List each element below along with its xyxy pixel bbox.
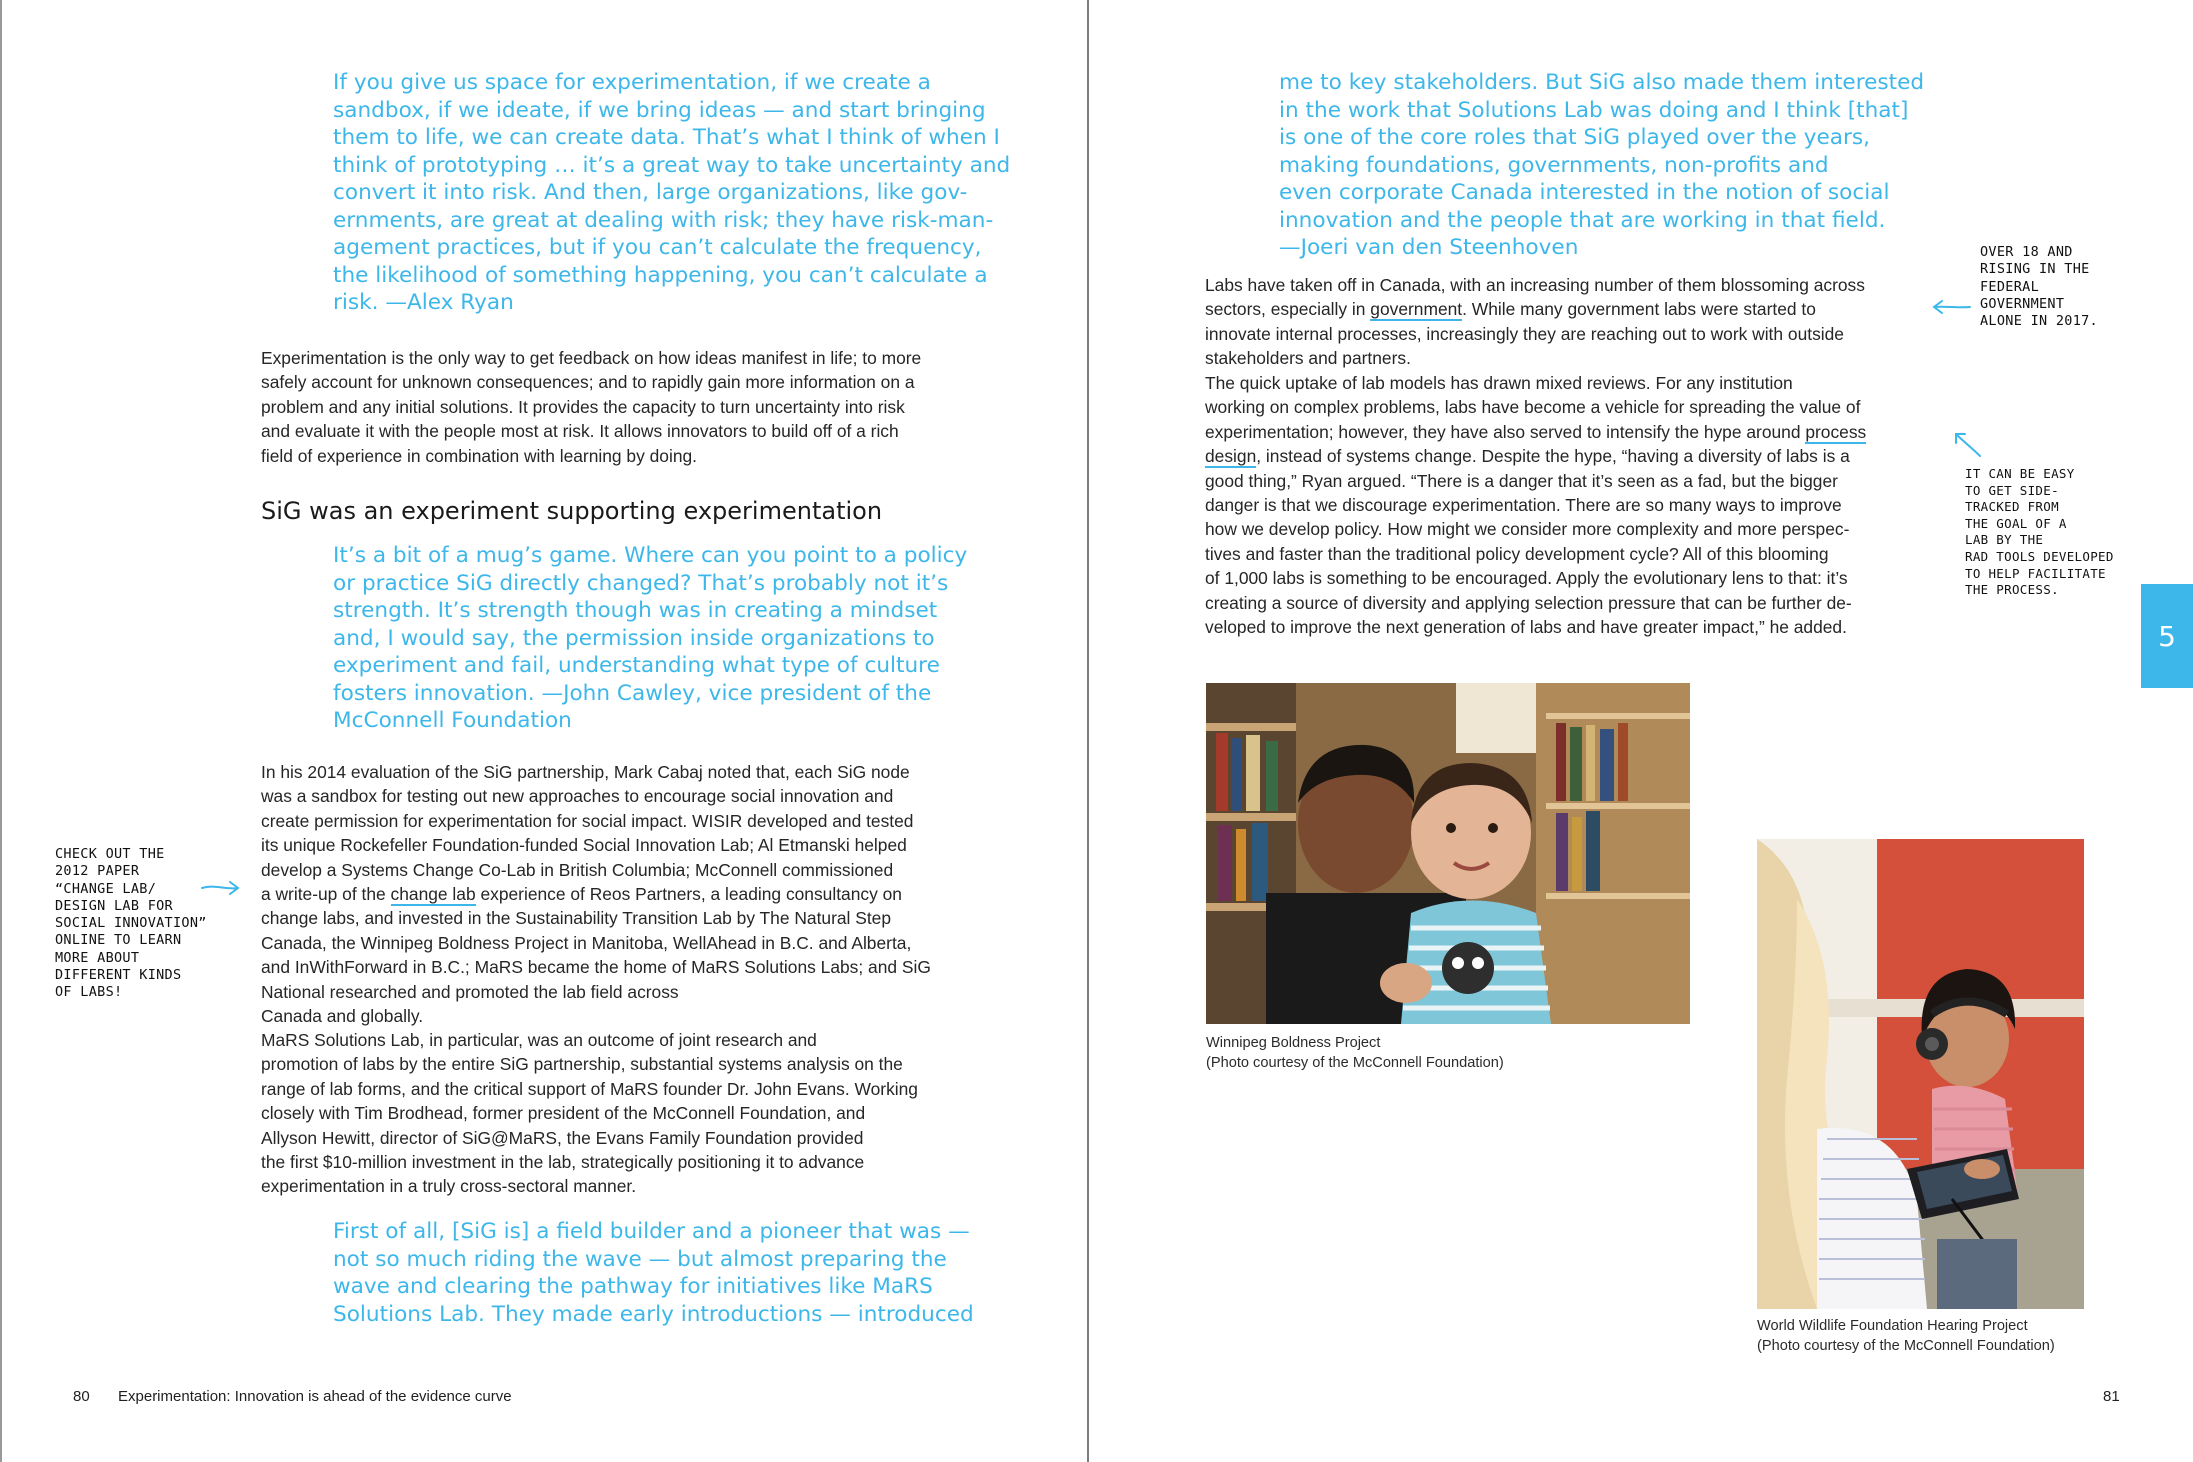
caption-winnipeg: Winnipeg Boldness Project (Photo courtesy of the McConnell Foundation) xyxy=(1206,1035,1504,1071)
paragraph-sig-part-b: experience of Reos Partners, a leading consultancy on change labs, and invested in the Sustainability Transition Lab by The Natural Step Canada, the Winnipeg Boldness Project in Manitoba, WellAhead in B.C. and Alberta, and InWithForward in B.C.; MaRS became the home of MaRS Solutions Labs; and SiG National researched and promoted the lab field across Canada and globally. xyxy=(261,884,931,1027)
photo-winnipeg-boldness xyxy=(1206,683,1690,1024)
government-highlight: government xyxy=(1370,299,1463,320)
running-title: Experimentation: Innovation is ahead of the evidence curve xyxy=(118,1388,512,1405)
page-number-right: 81 xyxy=(2103,1388,2120,1405)
handwritten-note-rad-tools: IT CAN BE EASY TO GET SIDE- TRACKED FROM THE GOAL OF A LAB BY THE RAD TOOLS DEVELOPED TO HELP FACILITATE THE PROCESS. xyxy=(1965,466,2114,598)
section-heading: SiG was an experiment supporting experimentation xyxy=(261,497,883,525)
photo-wwf-hearing xyxy=(1757,839,2084,1309)
winnipeg-photo-image xyxy=(1206,683,1690,1024)
left-page xyxy=(0,0,1088,1462)
pull-quote-joeri: me to key stakeholders. But SiG also made them interested in the work that Solutions Lab was doing and I think [that] is one of the core roles that SiG played over the years, making foundations, governments, non-profits and even corporate Canada interested in the notion of social innovation and the people that are working in that field. —Joeri van den Steenhoven xyxy=(1279,70,1925,260)
handwritten-note-federal: OVER 18 AND RISING IN THE FEDERAL GOVERNMENT ALONE IN 2017. xyxy=(1980,244,2098,330)
paragraph-experimentation: Experimentation is the only way to get feedback on how ideas manifest in life; to more safely account for unknown consequences; and to rapidly gain more information on a problem and any initial solutions. It provides the capacity to turn uncertainty into risk and evaluate it with the people most at risk. It allows innovators to build off of a rich field of experience in combination with learning by doing. xyxy=(261,348,922,466)
paragraph-mars-solutions-lab: MaRS Solutions Lab, in particular, was an outcome of joint research and promotion of labs by the entire SiG partnership, substantial systems analysis on the range of lab forms, and the critical support of MaRS founder Dr. John Evans. Working closely with Tim Brodhead, former president of the McConnell Foundation, and Allyson Hewitt, director of SiG@MaRS, the Evans Family Foundation provided the first $10-million investment in the lab, strategically positioning it to advance experimentation in a truly cross-sectoral manner. xyxy=(261,1030,918,1197)
wwf-photo-image xyxy=(1757,839,2084,1309)
paragraph-lab-uptake xyxy=(1205,371,1945,639)
chapter-tab: 5 xyxy=(2141,584,2193,688)
paragraph-labs-part-a: Labs have taken off in Canada, with an increasing number of them blossoming across sectors, especially in xyxy=(1205,275,1865,320)
design-highlight: design xyxy=(1205,446,1257,467)
arrow-up-left-icon xyxy=(1950,428,1984,460)
paragraph-uptake-part-b: , instead of systems change. Despite the hype, “having a diversity of labs is a good thing,” Ryan argued. “There is a danger that it’s seen as a fad, but the bigger danger is that we discourage experimentation. There are so many ways to improve how we develop policy. How might we consider more complexity and more perspec- tives and faster than the traditional policy development cycle? All of this blooming of 1,000 labs is something to be encouraged. Apply the evolutionary lens to that: it’s creating a source of diversity and applying selection pressure that can be further de- veloped to improve the next generation of labs and have greater impact,” he added. xyxy=(1205,446,1852,638)
paragraph-uptake-part-a: The quick uptake of lab models has drawn mixed reviews. For any institution working on complex problems, labs have become a vehicle for spreading the value of experimentation; however, they have also served to intensify the hype around xyxy=(1205,373,1861,442)
change-lab-highlight: change lab xyxy=(390,884,476,905)
pull-quote-intro: First of all, [SiG is] a field builder and a pioneer that was — not so much riding the wave — but almost preparing the wave and clearing the pathway for initiatives like MaRS Solutions Lab. They made early introductions — introduced xyxy=(333,1219,974,1327)
handwritten-note-change-lab: CHECK OUT THE 2012 PAPER “CHANGE LAB/ DESIGN LAB FOR SOCIAL INNOVATION” ONLINE TO LEARN MORE ABOUT DIFFERENT KINDS OF LABS! xyxy=(55,846,207,1001)
paragraph-labs-canada xyxy=(1205,273,1945,371)
process-highlight: process xyxy=(1805,421,1867,442)
pull-quote-alex-ryan: If you give us space for experimentation, if we create a sandbox, if we ideate, if we bring ideas — and start bringing them to life, we can create data. That’s what I think of when I think of prototyping … it’s a great way to take uncertainty and convert it into risk. And then, large organizations, like gov- ernments, are great at dealing with risk; they have risk-man- agement practices, but if you can’t calculate the frequency, the likelihood of something happening, you can’t calculate a risk. —Alex Ryan xyxy=(333,70,1011,315)
arrow-right-icon xyxy=(200,878,242,898)
caption-wwf: World Wildlife Foundation Hearing Project (Photo courtesy of the McConnell Foundation) xyxy=(1757,1318,2055,1354)
right-page xyxy=(1090,0,2193,1462)
paragraph-sig-partnership xyxy=(261,760,1001,1028)
page-number-left: 80 xyxy=(73,1388,90,1405)
arrow-left-icon xyxy=(1928,296,1972,318)
pull-quote-john-cawley: It’s a bit of a mug’s game. Where can you point to a policy or practice SiG directly changed? That’s probably not it’s strength. It’s strength though was in creating a mindset and, I would say, the permission inside organizations to experiment and fail, understanding what type of culture fosters innovation. —John Cawley, vice president of the McConnell Foundation xyxy=(333,543,968,733)
paragraph-labs-part-b: . While many government labs were started to innovate internal processes, increasingly they are reaching out to work with outside stakeholders and partners. xyxy=(1205,299,1844,369)
paragraph-sig-part-a: In his 2014 evaluation of the SiG partnership, Mark Cabaj noted that, each SiG node was a sandbox for testing out new approaches to encourage social innovation and create permission for experimentation for social impact. WISIR developed and tested its unique Rockefeller Foundation-funded Social Innovation Lab; Al Etmanski helped develop a Systems Change Co-Lab in British Columbia; McConnell commissioned a write-up of the xyxy=(261,762,914,905)
